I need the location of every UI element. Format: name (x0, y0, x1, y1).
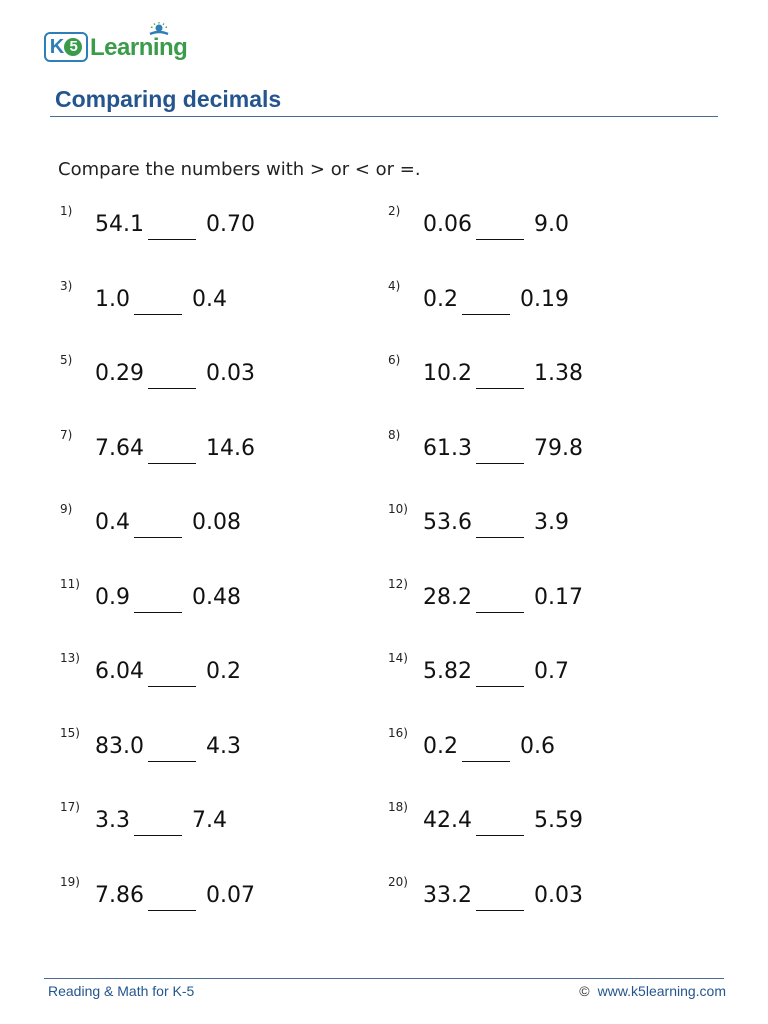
answer-blank[interactable] (462, 301, 510, 315)
problem-second-value: 0.03 (206, 361, 255, 386)
problem-number: 2) (388, 204, 401, 218)
problem-number: 20) (388, 875, 408, 889)
problem-number: 9) (60, 502, 73, 516)
answer-blank[interactable] (134, 301, 182, 315)
problem-first-value: 5.82 (423, 659, 472, 684)
problem-second-value: 0.7 (534, 659, 569, 684)
problem-second-value: 9.0 (534, 212, 569, 237)
problem-item (388, 202, 688, 242)
problem-first-value: 83.0 (95, 734, 144, 759)
problem-first-value: 10.2 (423, 361, 472, 386)
problem-number: 17) (60, 800, 80, 814)
answer-blank[interactable] (148, 897, 196, 911)
problem-first-value: 6.04 (95, 659, 144, 684)
problem-first-value: 7.86 (95, 883, 144, 908)
problem-first-value: 61.3 (423, 436, 472, 461)
answer-blank[interactable] (476, 822, 524, 836)
problem-item (60, 724, 360, 764)
problem-second-value: 0.4 (192, 287, 227, 312)
answer-blank[interactable] (476, 226, 524, 240)
answer-blank[interactable] (134, 524, 182, 538)
problem-second-value: 79.8 (534, 436, 583, 461)
problem-number: 12) (388, 577, 408, 591)
problem-item (388, 724, 688, 764)
answer-blank[interactable] (134, 599, 182, 613)
problem-number: 8) (388, 428, 401, 442)
answer-blank[interactable] (134, 822, 182, 836)
answer-blank[interactable] (476, 599, 524, 613)
problem-first-value: 42.4 (423, 808, 472, 833)
problem-second-value: 0.19 (520, 287, 569, 312)
problem-item (60, 798, 360, 838)
problem-number: 6) (388, 353, 401, 367)
problem-number: 16) (388, 726, 408, 740)
problem-second-value: 4.3 (206, 734, 241, 759)
problem-item (388, 426, 688, 466)
problem-second-value: 0.03 (534, 883, 583, 908)
logo-figure-icon (146, 22, 172, 44)
answer-blank[interactable] (148, 375, 196, 389)
problem-second-value: 0.17 (534, 585, 583, 610)
problem-number: 10) (388, 502, 408, 516)
answer-blank[interactable] (476, 673, 524, 687)
footer-url[interactable]: www.k5learning.com (597, 983, 726, 999)
copyright-symbol: © (579, 983, 590, 999)
problem-first-value: 1.0 (95, 287, 130, 312)
problem-first-value: 7.64 (95, 436, 144, 461)
problem-first-value: 33.2 (423, 883, 472, 908)
problem-second-value: 14.6 (206, 436, 255, 461)
problem-item (60, 649, 360, 689)
answer-blank[interactable] (476, 375, 524, 389)
problem-second-value: 0.6 (520, 734, 555, 759)
problem-number: 3) (60, 279, 73, 293)
problem-item (388, 798, 688, 838)
title-divider (50, 116, 718, 117)
problem-number: 15) (60, 726, 80, 740)
problem-second-value: 0.08 (192, 510, 241, 535)
problem-second-value: 0.48 (192, 585, 241, 610)
problem-first-value: 0.29 (95, 361, 144, 386)
problem-second-value: 7.4 (192, 808, 227, 833)
problem-item (388, 277, 688, 317)
answer-blank[interactable] (148, 748, 196, 762)
problem-item (60, 277, 360, 317)
problem-second-value: 0.70 (206, 212, 255, 237)
problem-second-value: 0.07 (206, 883, 255, 908)
logo-wordmark: Learning (90, 34, 188, 61)
instructions-text: Compare the numbers with > or < or =. (58, 159, 421, 180)
problem-number: 13) (60, 651, 80, 665)
answer-blank[interactable] (148, 673, 196, 687)
problem-number: 1) (60, 204, 73, 218)
problem-number: 7) (60, 428, 73, 442)
answer-blank[interactable] (476, 524, 524, 538)
problem-item (60, 426, 360, 466)
problem-item (388, 500, 688, 540)
problem-item (60, 873, 360, 913)
answer-blank[interactable] (148, 450, 196, 464)
problem-item (60, 202, 360, 242)
footer-divider (44, 978, 724, 979)
problem-number: 14) (388, 651, 408, 665)
problem-first-value: 28.2 (423, 585, 472, 610)
problem-second-value: 1.38 (534, 361, 583, 386)
problem-item (388, 649, 688, 689)
problem-first-value: 0.2 (423, 287, 458, 312)
problem-item (60, 575, 360, 615)
problem-number: 11) (60, 577, 80, 591)
k5-badge (44, 32, 88, 62)
page-title: Comparing decimals (55, 86, 282, 112)
problem-number: 5) (60, 353, 73, 367)
problem-first-value: 54.1 (95, 212, 144, 237)
answer-blank[interactable] (148, 226, 196, 240)
problem-item (388, 575, 688, 615)
problem-first-value: 53.6 (423, 510, 472, 535)
problem-first-value: 3.3 (95, 808, 130, 833)
problem-first-value: 0.4 (95, 510, 130, 535)
problem-second-value: 5.59 (534, 808, 583, 833)
k5-learning-logo (44, 24, 187, 64)
answer-blank[interactable] (476, 897, 524, 911)
problem-number: 4) (388, 279, 401, 293)
footer-site (579, 983, 726, 999)
logo-letter-k: K (49, 35, 64, 58)
answer-blank[interactable] (462, 748, 510, 762)
problem-number: 18) (388, 800, 408, 814)
problem-first-value: 0.2 (423, 734, 458, 759)
logo-digit-5: 5 (64, 38, 82, 56)
problem-item (60, 500, 360, 540)
problem-item (60, 351, 360, 391)
problem-first-value: 0.9 (95, 585, 130, 610)
problem-item (388, 873, 688, 913)
answer-blank[interactable] (476, 450, 524, 464)
problem-number: 19) (60, 875, 80, 889)
problem-first-value: 0.06 (423, 212, 472, 237)
problem-second-value: 3.9 (534, 510, 569, 535)
footer-tagline: Reading & Math for K-5 (48, 983, 195, 999)
problem-second-value: 0.2 (206, 659, 241, 684)
problem-item (388, 351, 688, 391)
